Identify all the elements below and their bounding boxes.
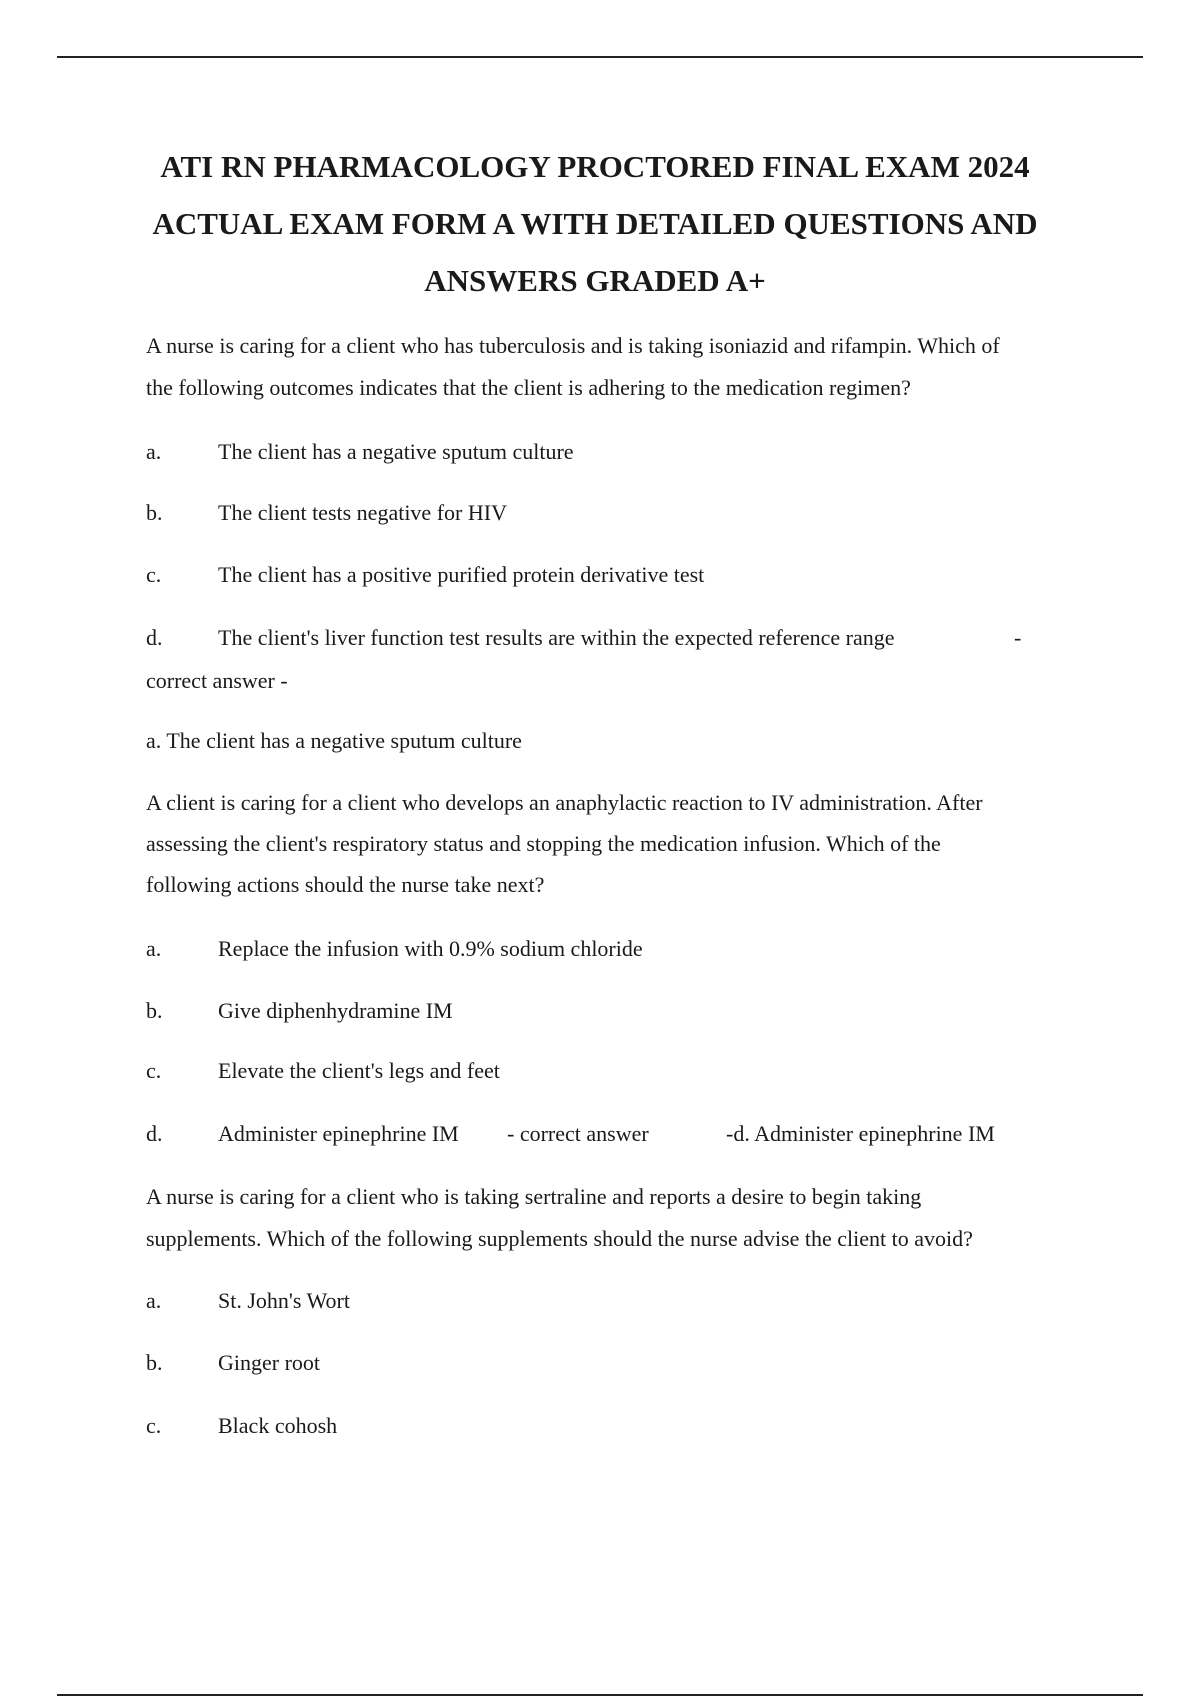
question-3-stem-line: A nurse is caring for a client who is taking sertraline and reports a desire to begin taking (146, 1184, 922, 1209)
question-2-option-letter: d. (146, 1121, 163, 1146)
question-1-option-text: The client's liver function test results are within the expected reference range (218, 625, 895, 650)
question-1-option-text: The client tests negative for HIV (218, 500, 507, 525)
question-1-stem-line: A nurse is caring for a client who has tuberculosis and is taking isoniazid and rifampin. Which of (146, 333, 1000, 358)
question-1-trailing-dash: - (1014, 625, 1022, 650)
question-1-option-text: The client has a negative sputum culture (218, 439, 574, 464)
question-1-option-letter: d. (146, 625, 163, 650)
question-2-option-letter: a. (146, 936, 162, 961)
question-2-correct-label: - correct answer (507, 1121, 649, 1146)
question-2-option-text: Administer epinephrine IM (218, 1121, 459, 1146)
question-2-option-text: Elevate the client's legs and feet (218, 1058, 500, 1083)
question-1-option-letter: b. (146, 500, 163, 525)
title-line: ACTUAL EXAM FORM A WITH DETAILED QUESTIONS AND (152, 206, 1038, 241)
question-3-stem-line: supplements. Which of the following supplements should the nurse advise the client to avoid? (146, 1226, 973, 1251)
question-2-stem-line: following actions should the nurse take next? (146, 872, 545, 897)
question-3-option-text: Black cohosh (218, 1413, 338, 1438)
question-1-option-letter: c. (146, 562, 162, 587)
question-3-option-letter: a. (146, 1288, 162, 1313)
bottom-rule (57, 1694, 1143, 1696)
title-line: ATI RN PHARMACOLOGY PROCTORED FINAL EXAM 2024 (160, 149, 1030, 184)
question-2-stem-line: A client is caring for a client who develops an anaphylactic reaction to IV administration. After (146, 790, 983, 815)
question-1-option-letter: a. (146, 439, 162, 464)
question-3-option-text: St. John's Wort (218, 1288, 350, 1313)
question-2-option-text: Replace the infusion with 0.9% sodium chloride (218, 936, 643, 961)
question-3-option-text: Ginger root (218, 1350, 321, 1375)
question-3-option-letter: c. (146, 1413, 162, 1438)
title-line: ANSWERS GRADED A+ (424, 263, 766, 298)
question-3-option-letter: b. (146, 1350, 163, 1375)
question-1-answer: a. The client has a negative sputum culture (146, 728, 522, 753)
question-1-option-text: The client has a positive purified protein derivative test (218, 562, 705, 587)
top-rule (57, 56, 1143, 58)
question-2-option-text: Give diphenhydramine IM (218, 998, 453, 1023)
question-1-correct-label: correct answer - (146, 668, 288, 693)
question-2-option-letter: c. (146, 1058, 162, 1083)
question-2-stem-line: assessing the client's respiratory status and stopping the medication infusion. Which of the (146, 831, 941, 856)
question-1-stem-line: the following outcomes indicates that the client is adhering to the medication regimen? (146, 375, 911, 400)
question-2-option-letter: b. (146, 998, 163, 1023)
document-title (120, 138, 1070, 309)
question-2-answer: -d. Administer epinephrine IM (726, 1121, 995, 1146)
